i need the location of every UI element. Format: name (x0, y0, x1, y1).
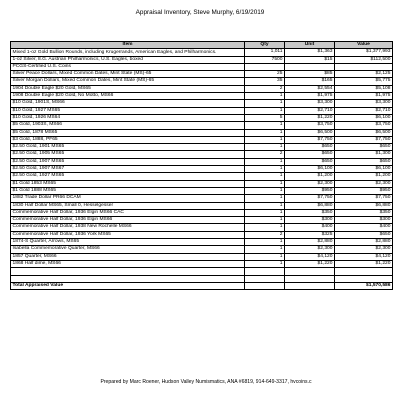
unit-cell: $1,363 (285, 49, 335, 56)
item-cell: Commemorative Half Dollar, 1936 Elgin MS66 CAC (11, 209, 245, 216)
item-cell: PCGS-Certified U.S. Coins (11, 63, 245, 70)
item-cell: $10 Gold, 1901S, MS66 (11, 100, 245, 107)
item-cell: 1830 Half Dollar MS65, Small 0, Hesselgesser (11, 202, 245, 209)
qty-cell: 1 (245, 260, 285, 267)
unit-cell: $2,880 (285, 239, 335, 246)
qty-cell: 2 (245, 151, 285, 158)
column-header-qty: Qty (245, 42, 285, 49)
table-header-row (11, 42, 393, 49)
qty-cell (245, 63, 285, 70)
unit-cell: $85 (285, 71, 335, 78)
value-cell: $5,775 (335, 78, 393, 85)
value-cell: $2,125 (335, 71, 393, 78)
value-cell: $1,975 (335, 93, 393, 100)
unit-cell: $4,120 (285, 253, 335, 260)
table-row (11, 158, 393, 165)
qty-cell: 2 (245, 231, 285, 238)
value-cell: $5,108 (335, 85, 393, 92)
inventory-table (10, 41, 393, 290)
value-cell: $650 (335, 144, 393, 151)
item-cell: $2.50 Gold, 1901 MS65 (11, 144, 245, 151)
value-cell: $7,750 (335, 195, 393, 202)
table-row (11, 246, 393, 253)
footer-credit: Prepared by Marc Roener, Hudson Valley Numismatics, ANA #6819, 914-649-3317, hvcoins.c (100, 379, 312, 385)
table-row (11, 224, 393, 231)
unit-cell: $2,710 (285, 107, 335, 114)
table-row (11, 173, 393, 180)
value-cell: $1,220 (335, 260, 393, 267)
item-cell: $5 Gold, 1878 MS65 (11, 129, 245, 136)
table-row (11, 71, 393, 78)
table-row (11, 100, 393, 107)
value-cell: $2,300 (335, 246, 393, 253)
item-cell: Commemorative Half Dollar, 1938 New Rochelle MS66 (11, 224, 245, 231)
qty-cell: 1 (245, 195, 285, 202)
unit-cell: $2,554 (285, 85, 335, 92)
qty-cell: 1 (245, 217, 285, 224)
document-title: Appraisal Inventory, Steve Murphy, 6/19/2019 (135, 9, 265, 16)
value-cell: $650 (335, 231, 393, 238)
unit-cell: $1,975 (285, 93, 335, 100)
qty-cell: 1 (245, 158, 285, 165)
item-cell: $3 Gold, 1888, PF65 (11, 136, 245, 143)
item-cell: 1882 Trade Dollar PR66 DCAM (11, 195, 245, 202)
unit-cell: $7,750 (285, 195, 335, 202)
qty-cell: 1 (245, 144, 285, 151)
qty-cell: 35 (245, 78, 285, 85)
unit-cell: $6,500 (285, 129, 335, 136)
value-cell: $950 (335, 187, 393, 194)
value-cell: $2,300 (335, 180, 393, 187)
table-row (11, 56, 393, 63)
item-cell: 1857 Quarter, MS66 (11, 253, 245, 260)
unit-cell: $325 (285, 231, 335, 238)
item-cell: $2.50 Gold, 1927 MS65 (11, 173, 245, 180)
table-row (11, 85, 393, 92)
item-cell: Mixed 1-oz Gold Bullion Rounds, including Krugerrands, American Eagles, and Philharmonics. (11, 49, 245, 56)
value-cell: $400 (335, 224, 393, 231)
item-cell: Silver Peace Dollars, Mixed Common Dates, Mint State (MS)-65 (11, 71, 245, 78)
item-cell: $1 Gold 1888 MS65 (11, 187, 245, 194)
qty-cell: 1,011 (245, 49, 285, 56)
table-row (11, 260, 393, 267)
table-row (11, 239, 393, 246)
item-cell: 1904 Double Eagle $20 Gold, MS65 (11, 85, 245, 92)
unit-cell: $650 (285, 151, 335, 158)
table-row (11, 93, 393, 100)
table-row (11, 49, 393, 56)
unit-cell: $1,220 (285, 260, 335, 267)
unit-cell: $400 (285, 224, 335, 231)
inventory-body (11, 49, 393, 268)
qty-cell: 25 (245, 71, 285, 78)
table-row (11, 136, 393, 143)
value-cell: $3,300 (335, 100, 393, 107)
value-cell: $1,300 (335, 151, 393, 158)
table-row (11, 122, 393, 129)
unit-cell: $300 (285, 217, 335, 224)
value-cell: $2,880 (335, 239, 393, 246)
qty-cell: 1 (245, 239, 285, 246)
item-cell: $2.50 Gold, 1907 MS67 (11, 166, 245, 173)
value-cell: $4,120 (335, 253, 393, 260)
unit-cell: $165 (285, 78, 335, 85)
table-row (11, 202, 393, 209)
value-cell: $6,100 (335, 166, 393, 173)
qty-cell: 1 (245, 136, 285, 143)
qty-cell: 7500 (245, 56, 285, 63)
qty-cell: 1 (245, 202, 285, 209)
item-cell: $2.50 Gold, 1907 MS65 (11, 158, 245, 165)
qty-cell: 1 (245, 253, 285, 260)
qty-cell: 1 (245, 173, 285, 180)
total-value: $1,570,586 (335, 282, 393, 289)
value-cell: $6,100 (335, 114, 393, 121)
value-cell (335, 63, 393, 70)
unit-cell: $3,300 (285, 100, 335, 107)
table-row (11, 107, 393, 114)
qty-cell: 1 (245, 100, 285, 107)
unit-cell: $1,220 (285, 114, 335, 121)
value-cell: $6,880 (335, 202, 393, 209)
qty-cell: 1 (245, 209, 285, 216)
unit-cell: $6,880 (285, 202, 335, 209)
table-row (11, 129, 393, 136)
value-cell: $112,500 (335, 56, 393, 63)
table-row (11, 63, 393, 70)
table-row (11, 195, 393, 202)
unit-cell: $2,300 (285, 180, 335, 187)
item-cell: Commemorative Half Dollar, 1936 York MS65 (11, 231, 245, 238)
item-cell: $1 Gold 1853 MS65 (11, 180, 245, 187)
qty-cell: 5 (245, 114, 285, 121)
table-row (11, 217, 393, 224)
unit-cell: $950 (285, 187, 335, 194)
table-row (11, 253, 393, 260)
value-cell: $1,377,993 (335, 49, 393, 56)
value-cell: $1,200 (335, 173, 393, 180)
table-row (11, 209, 393, 216)
column-header-item: Item (11, 42, 245, 49)
qty-cell: 1 (245, 246, 285, 253)
spacer-row (11, 268, 393, 275)
unit-cell: $650 (285, 158, 335, 165)
item-cell: Silver Morgan Dollars, Mixed Common Dates, Mint State (MS)-65 (11, 78, 245, 85)
unit-cell: $7,750 (285, 136, 335, 143)
total-row (11, 282, 393, 289)
table-row (11, 144, 393, 151)
qty-cell: 2 (245, 85, 285, 92)
unit-cell: $650 (285, 144, 335, 151)
qty-cell: 1 (245, 224, 285, 231)
value-cell: $6,500 (335, 129, 393, 136)
spacer-row (11, 275, 393, 282)
qty-cell: 1 (245, 166, 285, 173)
qty-cell: 1 (245, 93, 285, 100)
unit-cell: $1,200 (285, 173, 335, 180)
table-row (11, 166, 393, 173)
item-cell: $5 Gold, 1903S, MS66 (11, 122, 245, 129)
table-row (11, 231, 393, 238)
unit-cell: $350 (285, 209, 335, 216)
value-cell: $350 (335, 209, 393, 216)
item-cell: Isabella Commemorative Quarter, MS66 (11, 246, 245, 253)
item-cell: 1868 Half dime, MS66 (11, 260, 245, 267)
unit-cell: $2,300 (285, 246, 335, 253)
item-cell: $2.50 Gold, 1905 MS65 (11, 151, 245, 158)
qty-cell: 1 (245, 180, 285, 187)
total-label: Total Appraised Value (11, 282, 245, 289)
qty-cell: 1 (245, 187, 285, 194)
unit-cell: $15 (285, 56, 335, 63)
item-cell: 1874-S Quarter, Arrows, MS65 (11, 239, 245, 246)
qty-cell: 1 (245, 129, 285, 136)
table-row (11, 114, 393, 121)
table-row (11, 78, 393, 85)
table-row (11, 180, 393, 187)
unit-cell (285, 63, 335, 70)
item-cell: $10 Gold, 1926 MS64 (11, 114, 245, 121)
item-cell: $10 Gold, 1927 MS65 (11, 107, 245, 114)
value-cell: $7,750 (335, 136, 393, 143)
value-cell: $300 (335, 217, 393, 224)
column-header-value: Value (335, 42, 393, 49)
unit-cell: $6,100 (285, 166, 335, 173)
value-cell: $650 (335, 158, 393, 165)
value-cell: $2,710 (335, 107, 393, 114)
qty-cell: 1 (245, 107, 285, 114)
item-cell: Commemorative Half Dollar, 1936 Elgin MS66 (11, 217, 245, 224)
column-header-unit: Unit (285, 42, 335, 49)
value-cell: $3,750 (335, 122, 393, 129)
table-row (11, 151, 393, 158)
table-row (11, 187, 393, 194)
unit-cell: $3,750 (285, 122, 335, 129)
qty-cell: 1 (245, 122, 285, 129)
item-cell: 1-oz Silver, 8.G. Austrian Philharmonics, U.S. Eagles, boxed (11, 56, 245, 63)
item-cell: 1908 Double Eagle $20 Gold, No Motto, MS66 (11, 93, 245, 100)
